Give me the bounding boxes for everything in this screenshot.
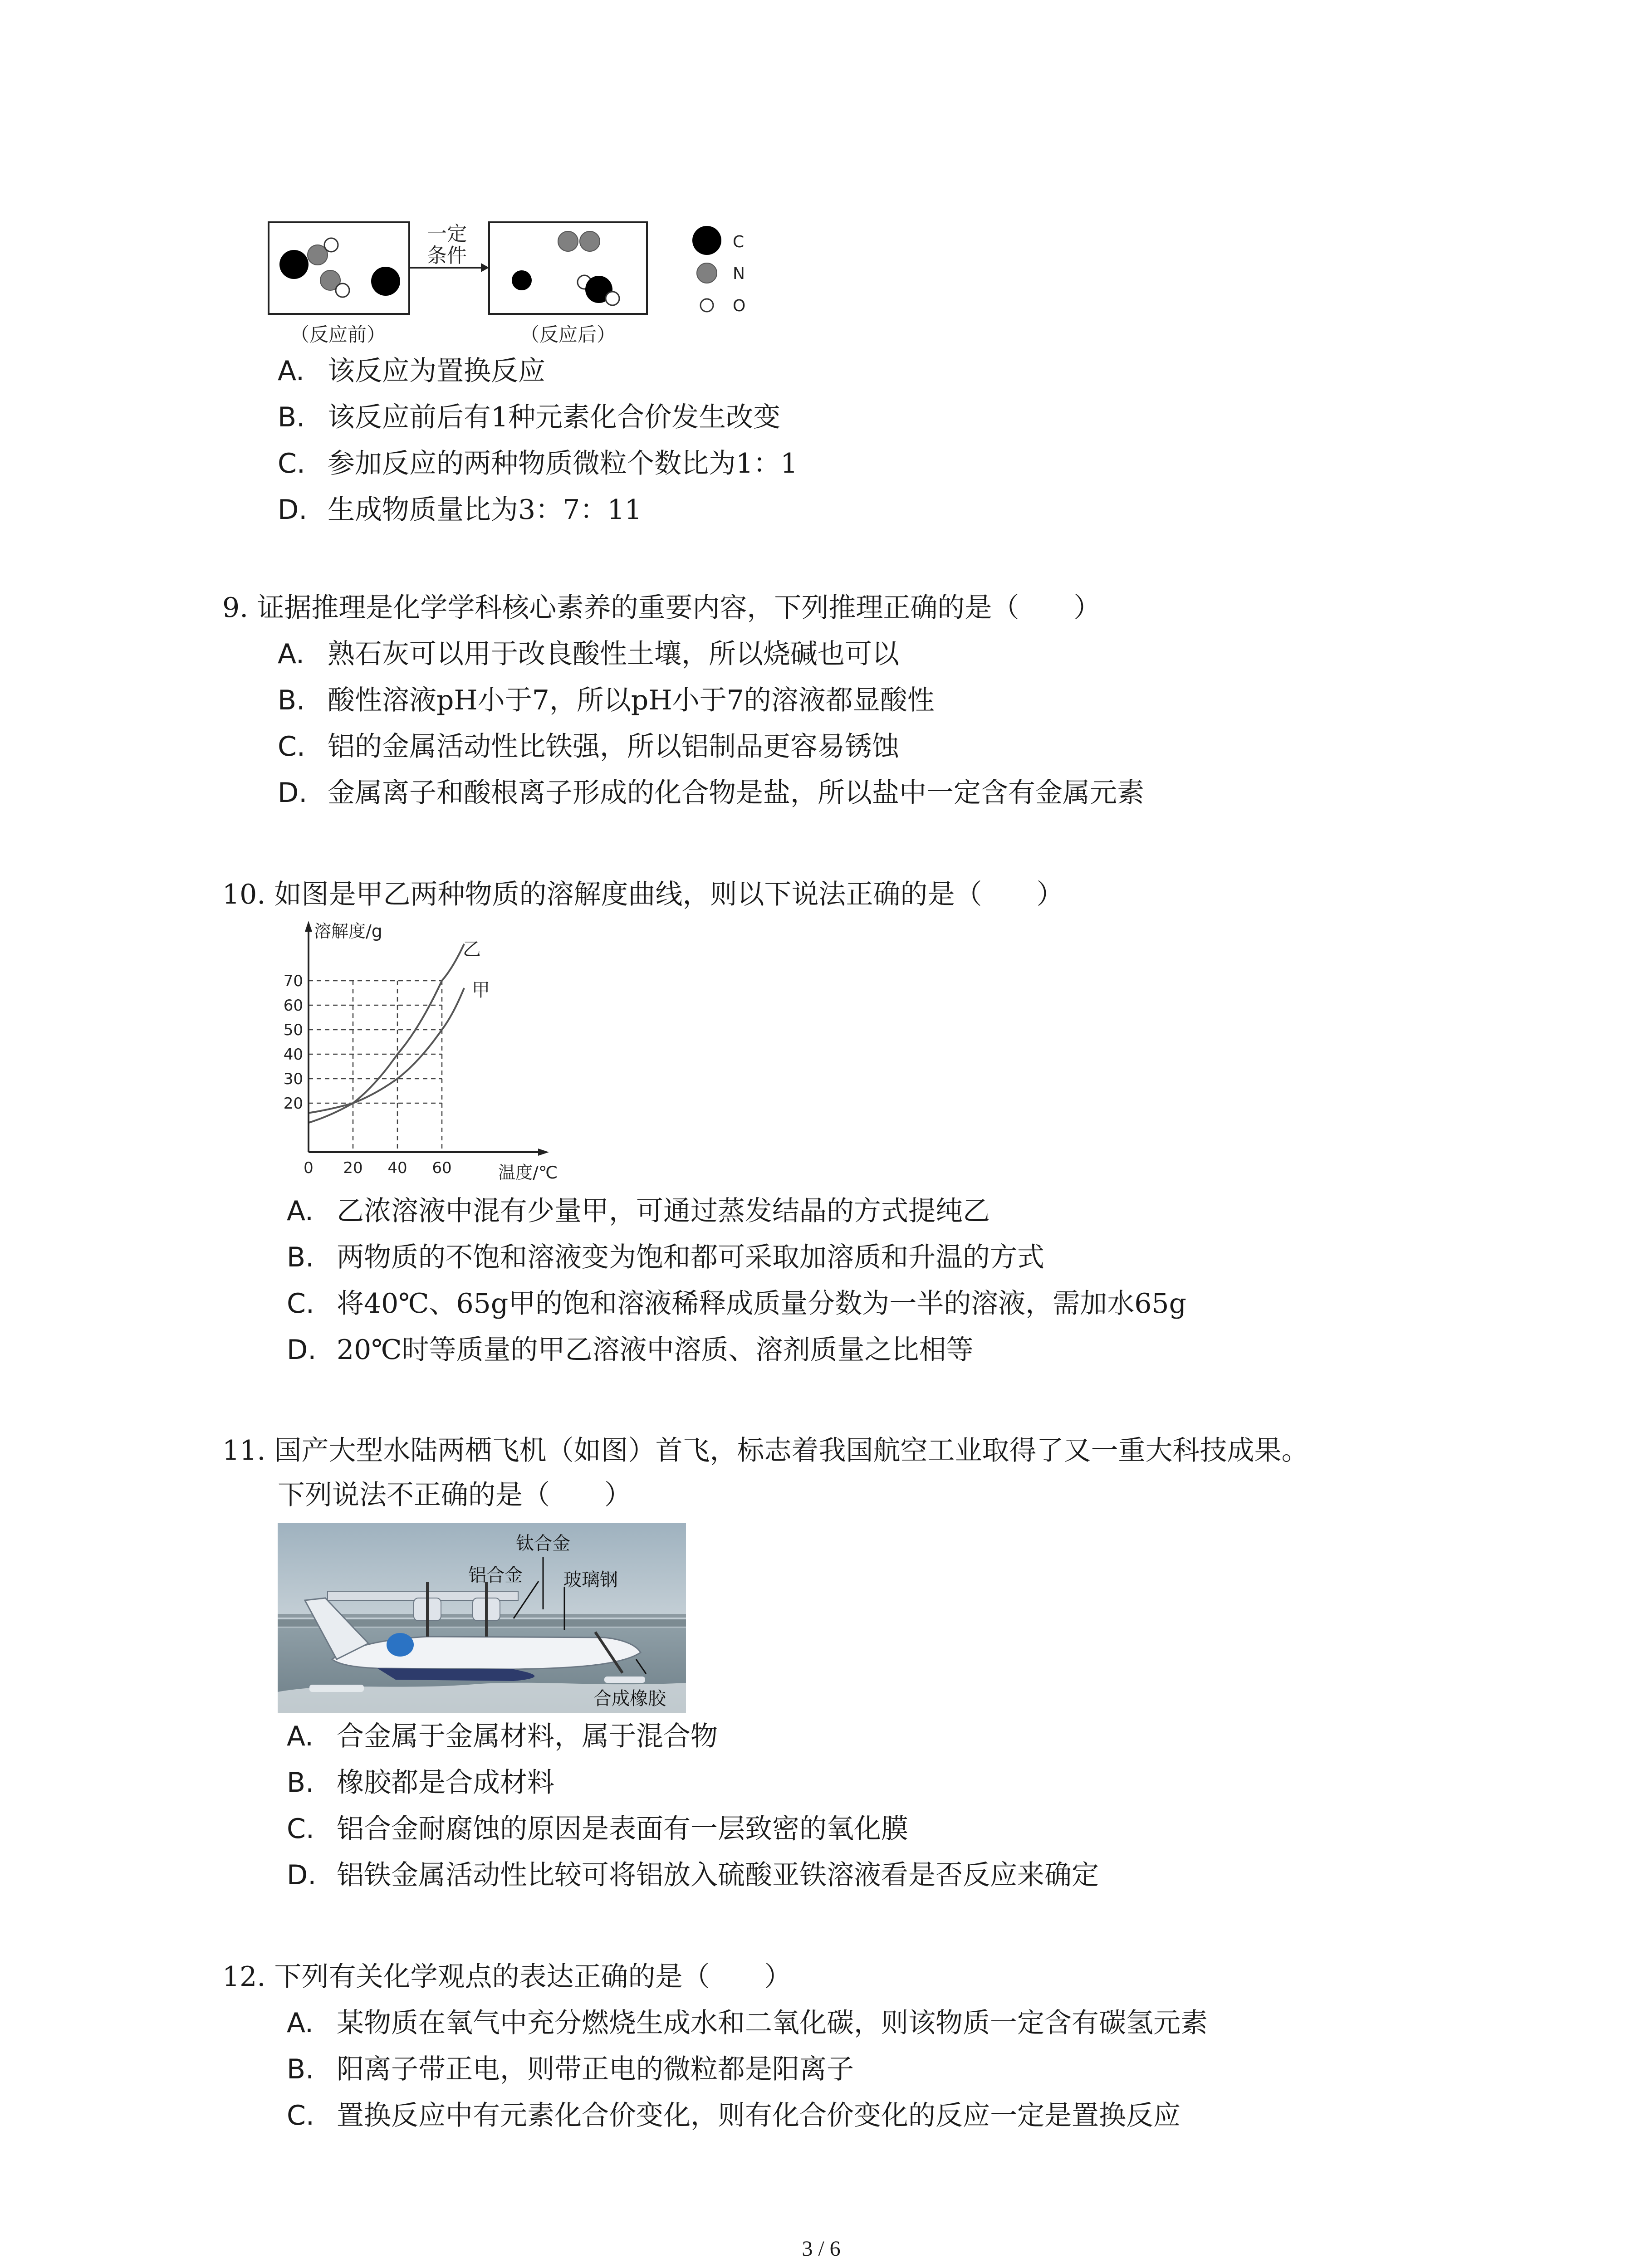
q11-option-d: D. 铝铁金属活动性比较可将铝放入硫酸亚铁溶液看是否反应来确定 <box>287 1859 1099 1891</box>
legend-o-dot <box>700 299 713 312</box>
label-after: （反应后） <box>520 323 616 346</box>
q11-stem-line2: 下列说法不正确的是（ ） <box>278 1479 632 1511</box>
y-tick-20: 20 <box>283 1095 303 1113</box>
y-tick-70: 70 <box>283 972 303 990</box>
x-tick-40: 40 <box>387 1159 407 1177</box>
legend-n: N <box>733 264 745 283</box>
atom-c <box>279 250 309 279</box>
series-line-jia <box>309 988 464 1113</box>
label-before: （反应前） <box>290 323 386 346</box>
y-tick-60: 60 <box>283 997 303 1015</box>
atom-o <box>324 238 338 252</box>
q9-option-d: D. 金属离子和酸根离子形成的化合物是盐，所以盐中一定含有金属元素 <box>278 777 1144 809</box>
q8-option-d: D. 生成物质量比为3：7：11 <box>278 494 642 526</box>
solubility-chart <box>272 921 563 1193</box>
atom-o <box>336 284 349 297</box>
atom-c <box>512 270 532 290</box>
q11-option-b: B. 橡胶都是合成材料 <box>287 1767 554 1799</box>
legend-n-dot <box>697 263 717 283</box>
atom-n <box>580 231 600 251</box>
q10-option-b: B. 两物质的不饱和溶液变为饱和都可采取加溶质和升温的方式 <box>287 1242 1044 1273</box>
y-tick-40: 40 <box>283 1046 303 1064</box>
amphibious-aircraft-photo <box>278 1523 686 1713</box>
reaction-diagram <box>263 213 808 363</box>
label-fiberglass: 玻璃钢 <box>563 1569 618 1590</box>
page-number: 3 / 6 <box>802 2237 841 2261</box>
q11-option-a: A. 合金属于金属材料，属于混合物 <box>287 1721 718 1752</box>
q10-option-d: D. 20℃时等质量的甲乙溶液中溶质、溶剂质量之比相等 <box>287 1334 974 1366</box>
q12-stem: 12. 下列有关化学观点的表达正确的是（ ） <box>222 1961 792 1993</box>
q9-option-b: B. 酸性溶液pH小于7，所以pH小于7的溶液都显酸性 <box>278 684 935 716</box>
q9-option-c: C. 铝的金属活动性比铁强，所以铝制品更容易锈蚀 <box>278 731 899 763</box>
legend-c-dot <box>692 226 721 255</box>
x-tick-60: 60 <box>432 1159 452 1177</box>
q8-option-c: C. 参加反应的两种物质微粒个数比为1：1 <box>278 448 798 479</box>
arrow-label-1: 一定 <box>427 222 467 245</box>
q12-option-c: C. 置换反应中有元素化合价变化，则有化合价变化的反应一定是置换反应 <box>287 2100 1181 2131</box>
series-line-yi <box>309 944 464 1123</box>
y-tick-50: 50 <box>283 1021 303 1039</box>
legend-o: O <box>733 297 746 315</box>
q11-stem-line1: 11. 国产大型水陆两栖飞机（如图）首飞，标志着我国航空工业取得了又一重大科技成果。 <box>222 1435 1309 1466</box>
q8-option-b: B. 该反应前后有1种元素化合价发生改变 <box>278 401 781 433</box>
series-label-jia: 甲 <box>472 980 490 1001</box>
label-aluminum: 铝合金 <box>468 1565 523 1586</box>
q11-option-c: C. 铝合金耐腐蚀的原因是表面有一层致密的氧化膜 <box>287 1813 908 1845</box>
q9-option-a: A. 熟石灰可以用于改良酸性土壤，所以烧碱也可以 <box>278 638 899 670</box>
x-tick-0: 0 <box>304 1159 314 1177</box>
label-titanium: 钛合金 <box>516 1533 570 1554</box>
x-tick-20: 20 <box>343 1159 363 1177</box>
atom-n <box>558 231 578 251</box>
atom-c <box>371 267 400 296</box>
q12-option-b: B. 阳离子带正电，则带正电的微粒都是阳离子 <box>287 2053 854 2085</box>
q10-option-c: C. 将40℃、65g甲的饱和溶液稀释成质量分数为一半的溶液，需加水65g <box>287 1288 1186 1320</box>
y-axis-label: 溶解度/g <box>314 921 382 941</box>
q10-stem: 10. 如图是甲乙两种物质的溶解度曲线，则以下说法正确的是（ ） <box>222 879 1064 910</box>
q9-stem: 9. 证据推理是化学学科核心素养的重要内容，下列推理正确的是（ ） <box>222 592 1101 624</box>
q8-option-a: A. 该反应为置换反应 <box>278 355 545 387</box>
label-rubber: 合成橡胶 <box>593 1688 666 1709</box>
arrow-label-2: 条件 <box>427 244 467 267</box>
q12-option-a: A. 某物质在氧气中充分燃烧生成水和二氧化碳，则该物质一定含有碳氢元素 <box>287 2007 1208 2039</box>
atom-o <box>606 292 619 305</box>
x-axis-label: 温度/℃ <box>498 1163 558 1183</box>
series-label-yi: 乙 <box>463 939 481 960</box>
legend-c: C <box>733 233 745 251</box>
q10-option-a: A. 乙浓溶液中混有少量甲，可通过蒸发结晶的方式提纯乙 <box>287 1195 990 1227</box>
y-tick-30: 30 <box>283 1070 303 1088</box>
